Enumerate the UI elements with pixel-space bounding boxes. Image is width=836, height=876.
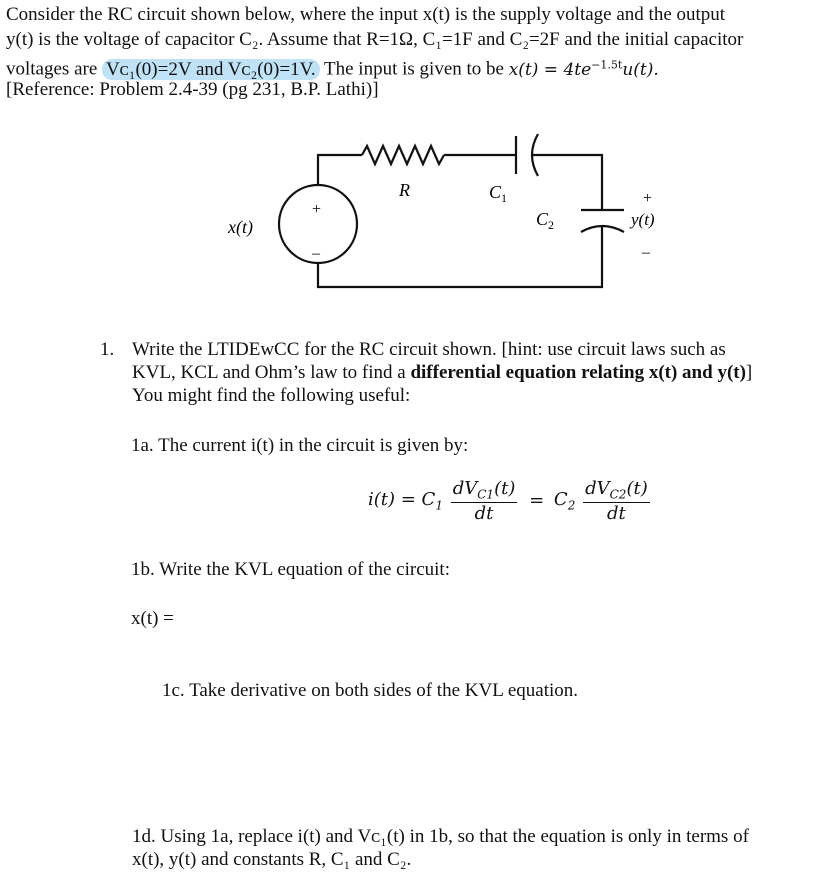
intro-line-1: Consider the RC circuit shown below, where the input x(t) is the supply voltage and the output bbox=[6, 4, 726, 25]
output-label: y(t) bbox=[631, 210, 655, 229]
wire-left-top bbox=[318, 155, 362, 186]
intro-line-3-prefix: voltages are bbox=[6, 58, 103, 80]
eq-c1-sub: 1 bbox=[435, 498, 443, 513]
output-minus: – bbox=[642, 244, 650, 261]
current-equation bbox=[368, 478, 652, 524]
part-1b-xt: x(t) = bbox=[131, 608, 174, 629]
intro-line-2: y(t) is the voltage of capacitor C₂. Assume that R=1Ω, C₁=1F and C₂=2F and the initial capacitor bbox=[6, 29, 744, 50]
source-plus: + bbox=[312, 201, 322, 218]
question-1-line-2-prefix: KVL, KCL and Ohm’s law to find a bbox=[132, 362, 411, 383]
c2-label: $C_2$ bbox=[536, 209, 555, 232]
eq-lhs bbox=[368, 489, 443, 513]
question-1-line-1: Write the LTIDEwCC for the RC circuit shown. [hint: use circuit laws such as bbox=[132, 339, 726, 360]
part-1b-text: 1b. Write the KVL equation of the circuit: bbox=[131, 559, 450, 580]
source-minus: – bbox=[312, 245, 320, 262]
input-expression-exponent: −1.5t bbox=[591, 58, 623, 71]
question-1-line-2-suffix: ] bbox=[745, 362, 753, 383]
output-plus: + bbox=[643, 190, 653, 207]
eq-fraction-2 bbox=[583, 478, 650, 524]
eq-fraction-2-denominator: dt bbox=[607, 502, 626, 524]
question-1-bold-phrase: differential equation relating x(t) and y(t) bbox=[410, 362, 746, 383]
question-1-number: 1. bbox=[100, 339, 115, 360]
part-1d-line-2: x(t), y(t) and constants R, C₁ and C₂. bbox=[132, 849, 412, 870]
eq-fraction-1-numerator: $dV_{C1}(t)$ bbox=[452, 478, 516, 502]
source-label: x(t) bbox=[228, 217, 253, 237]
eq-lhs-text: i(t) = C bbox=[368, 489, 436, 510]
initial-conditions-highlight: Vᴄ₁(0)=2V and Vᴄ₂(0)=1V. bbox=[102, 59, 320, 80]
resistor-symbol bbox=[362, 146, 444, 164]
part-1d-line-1: 1d. Using 1a, replace i(t) and Vᴄ₁(t) in 1b, so that the equation is only in terms of bbox=[132, 826, 749, 847]
eq-fraction-1-denominator: dt bbox=[474, 502, 494, 524]
input-expression-base: x(t) = 4te bbox=[508, 59, 592, 80]
question-1-line-3: You might find the following useful: bbox=[132, 385, 411, 406]
eq-equals: = bbox=[529, 490, 545, 512]
c1-label: $C_1$ bbox=[489, 182, 508, 205]
wire-bottom bbox=[318, 226, 602, 287]
part-1c-text: 1c. Take derivative on both sides of the KVL equation. bbox=[162, 680, 579, 701]
reference-line: [Reference: Problem 2.4-39 (pg 231, B.P. Lathi)] bbox=[6, 79, 379, 100]
resistor-label: R bbox=[399, 180, 410, 200]
intro-line-3-mid: The input is given to be bbox=[319, 58, 509, 80]
wire-c1-right bbox=[531, 155, 602, 210]
eq-c2: $C_2$ bbox=[553, 489, 576, 513]
question-1-line-2 bbox=[132, 361, 752, 384]
eq-fraction-2-numerator: $dV_{C2}(t)$ bbox=[585, 478, 648, 502]
part-1a-text: 1a. The current i(t) in the circuit is given by: bbox=[131, 435, 469, 456]
eq-fraction-1 bbox=[451, 478, 518, 524]
input-expression-end: u(t). bbox=[622, 59, 659, 80]
